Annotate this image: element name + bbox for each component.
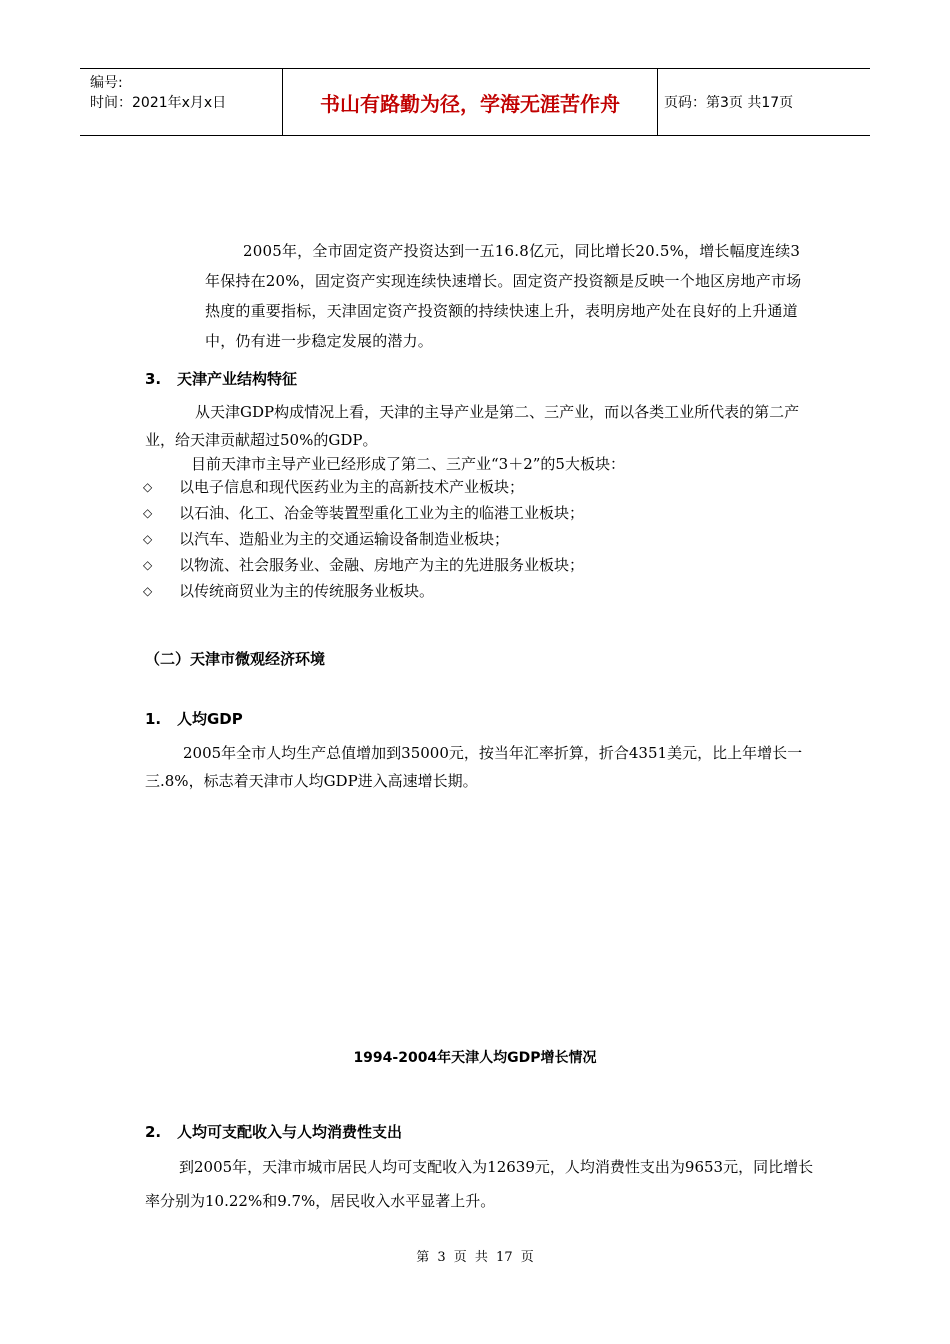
income-heading [145, 1121, 402, 1142]
per-capita-gdp-heading [145, 708, 243, 729]
chart-caption: 1994-2004年天津人均GDP增长情况 [353, 1050, 597, 1066]
list-item: ◇ 以石油、化工、冶金等装置型重化工业为主的临港工业板块； [143, 500, 584, 526]
page-header [80, 68, 870, 136]
investment-paragraph: 2005年，全市固定资产投资达到一五16.8亿元，同比增长20.5%，增长幅度连续3年保持在20%，固定资产实现连续快速增长。固定资产投资额是反映一个地区房地产市场热度的重要指标，天津固定资产投资额的持续快速上升，表明房地产处在良好的上升通道中，仍有进一步稳定发展的潜力。 [205, 242, 802, 350]
list-item: ◇ 以电子信息和现代医药业为主的高新技术产业板块； [143, 474, 584, 500]
header-page-info: 页码：第3页 共17页 [664, 95, 794, 111]
diamond-bullet-icon: ◇ [143, 506, 153, 520]
industry-sectors-list [143, 474, 584, 604]
header-motto: 书山有路勤为径，学海无涯苦作舟 [320, 91, 620, 116]
section-gdp-number: 1. [145, 710, 162, 728]
list-item: ◇ 以物流、社会服务业、金融、房地产为主的先进服务业板块； [143, 552, 584, 578]
per-capita-gdp-paragraph: 2005年全市人均生产总值增加到35000元，按当年汇率折算，折合4351美元，比上年增长一三.8%，标志着天津市人均GDP进入高速增长期。 [145, 744, 803, 790]
section-gdp-title: 人均GDP [177, 710, 243, 728]
micro-economy-heading: （二）天津市微观经济环境 [145, 650, 326, 668]
industry-sectors-intro: 目前天津市主导产业已经形成了第二、三产业“3＋2”的5大板块： [191, 455, 625, 473]
section-3-title: 天津产业结构特征 [177, 370, 298, 388]
income-paragraph: 到2005年，天津市城市居民人均可支配收入为12639元，人均消费性支出为9653元，同比增长率分别为10.22%和9.7%，居民收入水平显著上升。 [145, 1158, 814, 1210]
diamond-bullet-icon: ◇ [143, 558, 153, 572]
diamond-bullet-icon: ◇ [143, 584, 153, 598]
diamond-bullet-icon: ◇ [143, 480, 153, 494]
section-3-heading [145, 369, 297, 389]
section-3-number: 3. [145, 370, 162, 388]
header-meta [80, 69, 282, 135]
section-income-title: 人均可支配收入与人均消费性支出 [177, 1123, 403, 1141]
list-item: ◇ 以汽车、造船业为主的交通运输设备制造业板块； [143, 526, 584, 552]
section-income-number: 2. [145, 1123, 162, 1141]
document-number-label: 编号: [90, 75, 123, 91]
industry-paragraph: 从天津GDP构成情况上看，天津的主导产业是第二、三产业，而以各类工业所代表的第二产业，给天津贡献超过50%的GDP。 [145, 403, 800, 449]
page-footer: 第 3 页 共 17 页 [416, 1250, 534, 1265]
header-motto-cell [282, 69, 658, 135]
document-time: 时间：2021年x月x日 [90, 95, 227, 111]
diamond-bullet-icon: ◇ [143, 532, 153, 546]
list-item: ◇ 以传统商贸业为主的传统服务业板块。 [143, 578, 584, 604]
